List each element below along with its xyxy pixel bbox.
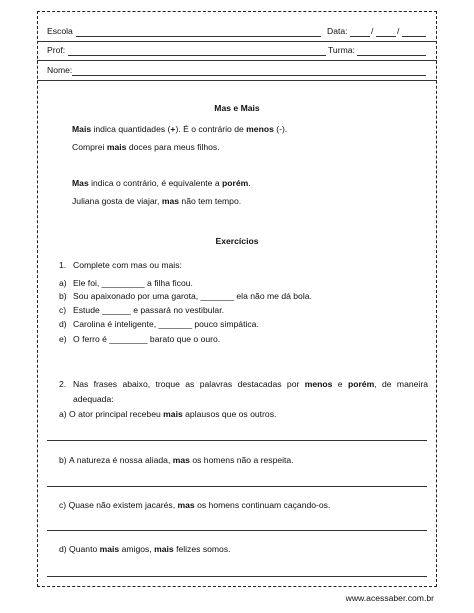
sentence-d: d) Quanto mais amigos, mais felizes somos.	[59, 544, 231, 554]
answer-line[interactable]	[47, 530, 427, 531]
question-number: 1.	[59, 260, 67, 270]
question-instruction: Nas frases abaixo, troque as palavras destacadas por menos e porém, de maneira	[73, 379, 428, 389]
question-number: 2.	[59, 379, 67, 389]
data-year-field[interactable]	[402, 36, 426, 37]
escola-field[interactable]	[76, 36, 321, 37]
sentence-a: a) O ator principal recebeu mais aplausos que os outros.	[59, 409, 277, 419]
mais-explanation: Mais indica quantidades (+). É o contrário de menos (-).	[72, 124, 288, 134]
turma-label: Turma:	[328, 45, 355, 55]
item-letter: b)	[59, 291, 67, 301]
prof-field[interactable]	[68, 55, 326, 56]
date-separator-2: /	[397, 26, 400, 36]
data-month-field[interactable]	[376, 36, 396, 37]
prof-label: Prof:	[47, 45, 66, 55]
list-item: Ele foi, _________ a filha ficou.	[73, 278, 193, 288]
list-item: Sou apaixonado por uma garota, _______ ela não me dá bola.	[73, 291, 312, 301]
nome-label: Nome:	[47, 65, 73, 75]
item-letter: a)	[59, 278, 67, 288]
mas-example: Juliana gosta de viajar, mas não tem tempo.	[72, 196, 242, 206]
sentence-c: c) Quase não existem jacarés, mas os homens continuam caçando-os.	[59, 500, 331, 510]
question-instruction: Complete com mas ou mais:	[73, 260, 182, 270]
item-letter: e)	[59, 334, 67, 344]
item-letter: c)	[59, 305, 67, 315]
list-item: Estude ______ e passará no vestibular.	[73, 305, 224, 315]
page-title: Mas e Mais	[214, 103, 260, 113]
answer-line[interactable]	[47, 440, 427, 441]
header-divider	[37, 80, 437, 81]
list-item: Carolina é inteligente, _______ pouco simpática.	[73, 319, 259, 329]
item-letter: d)	[59, 319, 67, 329]
date-separator-1: /	[371, 26, 374, 36]
sentence-b: b) A natureza é nossa aliada, mas os homens não a respeita.	[59, 455, 294, 465]
answer-line[interactable]	[47, 486, 427, 487]
exercises-title: Exercícios	[215, 236, 259, 246]
mas-explanation: Mas indica o contrário, é equivalente a porém.	[72, 178, 251, 188]
header-divider	[37, 41, 437, 42]
mais-example: Comprei mais doces para meus filhos.	[72, 142, 220, 152]
data-day-field[interactable]	[350, 36, 370, 37]
list-item: O ferro é ________ barato que o ouro.	[73, 334, 221, 344]
nome-field[interactable]	[72, 75, 426, 76]
header-divider	[37, 60, 437, 61]
answer-line[interactable]	[47, 576, 427, 577]
turma-field[interactable]	[357, 55, 426, 56]
footer-url[interactable]: www.acessaber.com.br	[345, 593, 434, 603]
escola-label: Escola	[47, 26, 73, 36]
data-label: Data:	[327, 26, 348, 36]
question-instruction-continued: adequada:	[73, 394, 114, 404]
